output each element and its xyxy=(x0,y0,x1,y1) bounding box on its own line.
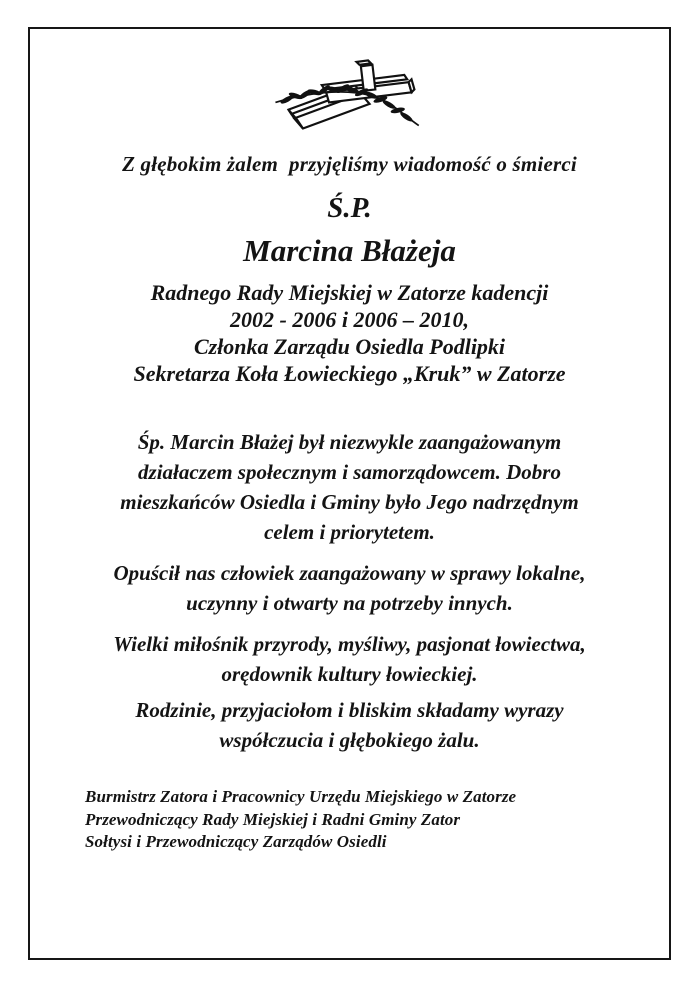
tribute-line: Śp. Marcin Błażej był niezwykle zaangażowanym xyxy=(137,430,562,454)
titles-block xyxy=(30,279,669,387)
tribute-paragraph xyxy=(70,427,630,547)
title-line: Radnego Rady Miejskiej w Zatorze kadencji xyxy=(150,280,549,305)
intro-line: Z głębokim żalem przyjęliśmy wiadomość o śmierci xyxy=(122,152,577,176)
tribute-line: orędownik kultury łowieckiej. xyxy=(221,662,478,686)
tribute-line: celem i priorytetem. xyxy=(264,520,435,544)
border-frame xyxy=(28,27,671,960)
tribute-text xyxy=(30,427,669,755)
tribute-line: współczucia i głębokiego żalu. xyxy=(219,728,480,752)
tribute-line: Opuścił nas człowiek zaangażowany w sprawy lokalne, xyxy=(113,561,586,585)
cross-laurel-icon xyxy=(274,58,426,136)
tribute-paragraph xyxy=(70,629,630,689)
signature-line: Burmistrz Zatora i Pracownicy Urzędu Miejskiego w Zatorze xyxy=(85,787,517,806)
title-line: Sekretarza Koła Łowieckiego „Kruk” w Zatorze xyxy=(133,361,566,386)
tribute-line: mieszkańców Osiedla i Gminy było Jego nadrzędnym xyxy=(120,490,579,514)
tribute-paragraph xyxy=(70,695,630,755)
sp-abbreviation: Ś.P. xyxy=(327,192,372,224)
tribute-line: działaczem społecznym i samorządowcem. Dobro xyxy=(138,460,561,484)
signature-line: Przewodniczący Rady Miejskiej i Radni Gminy Zator xyxy=(85,809,461,829)
title-line: 2002 - 2006 i 2006 – 2010, xyxy=(230,307,469,332)
tribute-paragraph xyxy=(70,558,630,618)
deceased-name: Marcina Błażeja xyxy=(243,233,456,268)
emblem xyxy=(30,57,669,137)
title-line: Członka Zarządu Osiedla Podlipki xyxy=(193,334,506,359)
signature-line: Sołtysi i Przewodniczący Zarządów Osiedli xyxy=(85,832,387,851)
tribute-line: Wielki miłośnik przyrody, myśliwy, pasjonat łowiectwa, xyxy=(113,632,586,656)
tribute-line: uczynny i otwarty na potrzeby innych. xyxy=(186,591,513,615)
tribute-line: Rodzinie, przyjaciołom i bliskim składamy wyrazy xyxy=(135,698,564,722)
signatures-block xyxy=(85,786,516,854)
